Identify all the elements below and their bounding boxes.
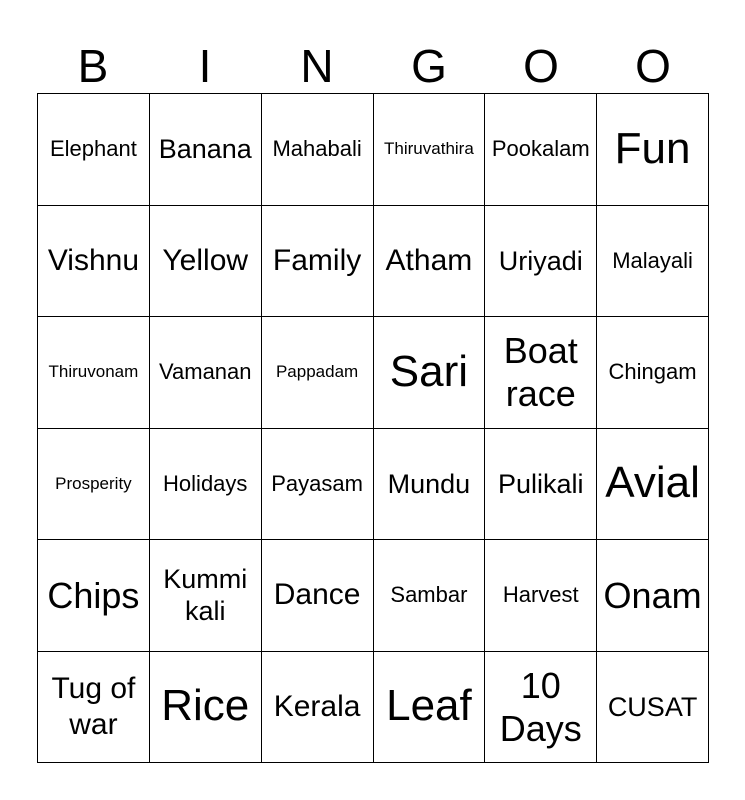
cell-text: Dance: [273, 578, 361, 612]
bingo-cell[interactable]: [485, 429, 597, 541]
cell-text: Vishnu: [47, 243, 139, 277]
bingo-cell[interactable]: [485, 94, 597, 206]
bingo-cell[interactable]: [262, 94, 374, 206]
cell-text: Harvest: [502, 582, 579, 608]
bingo-cell[interactable]: [38, 540, 150, 652]
cell-text: Kummi kali: [163, 563, 248, 627]
bingo-cell[interactable]: [597, 94, 709, 206]
bingo-cell[interactable]: [597, 429, 709, 541]
bingo-header: [37, 38, 709, 93]
cell-text: Sambar: [390, 582, 468, 608]
bingo-cell[interactable]: [262, 540, 374, 652]
header-letter-n: N: [300, 39, 334, 92]
cell-text: Prosperity: [55, 473, 132, 493]
cell-text: Yellow: [162, 243, 249, 277]
cell-text: Pookalam: [491, 136, 590, 162]
cell-text: Pulikali: [497, 468, 584, 499]
cell-text: Fun: [614, 123, 691, 173]
cell-text: Uriyadi: [498, 245, 583, 276]
header-letter-i: I: [198, 39, 212, 92]
bingo-cell[interactable]: [374, 206, 486, 318]
cell-text: Thiruvathira: [384, 139, 474, 159]
cell-text: Elephant: [49, 136, 137, 162]
cell-text: Atham: [385, 243, 473, 277]
bingo-cell[interactable]: [485, 317, 597, 429]
cell-text: Onam: [603, 574, 702, 616]
bingo-cell[interactable]: [374, 94, 486, 206]
bingo-cell[interactable]: [597, 206, 709, 318]
bingo-cell[interactable]: [150, 94, 262, 206]
cell-text: Vamanan: [158, 359, 252, 385]
bingo-cell[interactable]: [262, 652, 374, 764]
bingo-cell[interactable]: [374, 317, 486, 429]
bingo-cell[interactable]: [150, 540, 262, 652]
cell-text: Malayali: [612, 247, 693, 273]
bingo-cell[interactable]: [485, 540, 597, 652]
bingo-cell[interactable]: [38, 317, 150, 429]
bingo-cell[interactable]: [262, 317, 374, 429]
cell-text: CUSAT: [607, 691, 698, 722]
bingo-cell[interactable]: [150, 652, 262, 764]
cell-text: Chingam: [608, 359, 697, 385]
bingo-cell[interactable]: [597, 540, 709, 652]
header-letter-b: B: [77, 39, 109, 92]
bingo-cell[interactable]: [150, 429, 262, 541]
bingo-cell[interactable]: [38, 429, 150, 541]
bingo-cell[interactable]: [485, 206, 597, 318]
bingo-cell[interactable]: [374, 429, 486, 541]
header-letter-g: G: [411, 39, 447, 92]
cell-text: Leaf: [386, 681, 472, 731]
bingo-cell[interactable]: [485, 652, 597, 764]
bingo-cell[interactable]: [38, 94, 150, 206]
bingo-cell[interactable]: [262, 429, 374, 541]
bingo-cell[interactable]: [374, 540, 486, 652]
bingo-cell[interactable]: [38, 652, 150, 764]
cell-text: Pappadam: [275, 362, 359, 382]
bingo-cell[interactable]: [150, 317, 262, 429]
cell-text: Avial: [605, 458, 700, 508]
header-letter-o-2: O: [635, 39, 671, 92]
cell-text: Tug of war: [51, 671, 136, 741]
cell-text: Banana: [158, 134, 252, 165]
cell-text: 10 Days: [499, 664, 582, 749]
cell-text: Holidays: [163, 470, 248, 496]
header-letter-o: O: [523, 39, 559, 92]
bingo-cell[interactable]: [38, 206, 150, 318]
bingo-cell[interactable]: [597, 652, 709, 764]
cell-text: Boat race: [503, 330, 578, 415]
bingo-cell[interactable]: [597, 317, 709, 429]
cell-text: Family: [272, 243, 362, 277]
cell-text: Thiruvonam: [48, 362, 139, 382]
cell-text: Payasam: [271, 470, 363, 496]
bingo-cell[interactable]: [262, 206, 374, 318]
cell-text: Mahabali: [272, 136, 362, 162]
cell-text: Sari: [389, 346, 469, 396]
bingo-cell[interactable]: [374, 652, 486, 764]
bingo-cell[interactable]: [150, 206, 262, 318]
cell-text: Chips: [47, 574, 140, 616]
cell-text: Kerala: [273, 689, 361, 723]
cell-text: Rice: [161, 681, 250, 731]
bingo-board: [37, 93, 709, 763]
cell-text: Mundu: [387, 468, 471, 499]
